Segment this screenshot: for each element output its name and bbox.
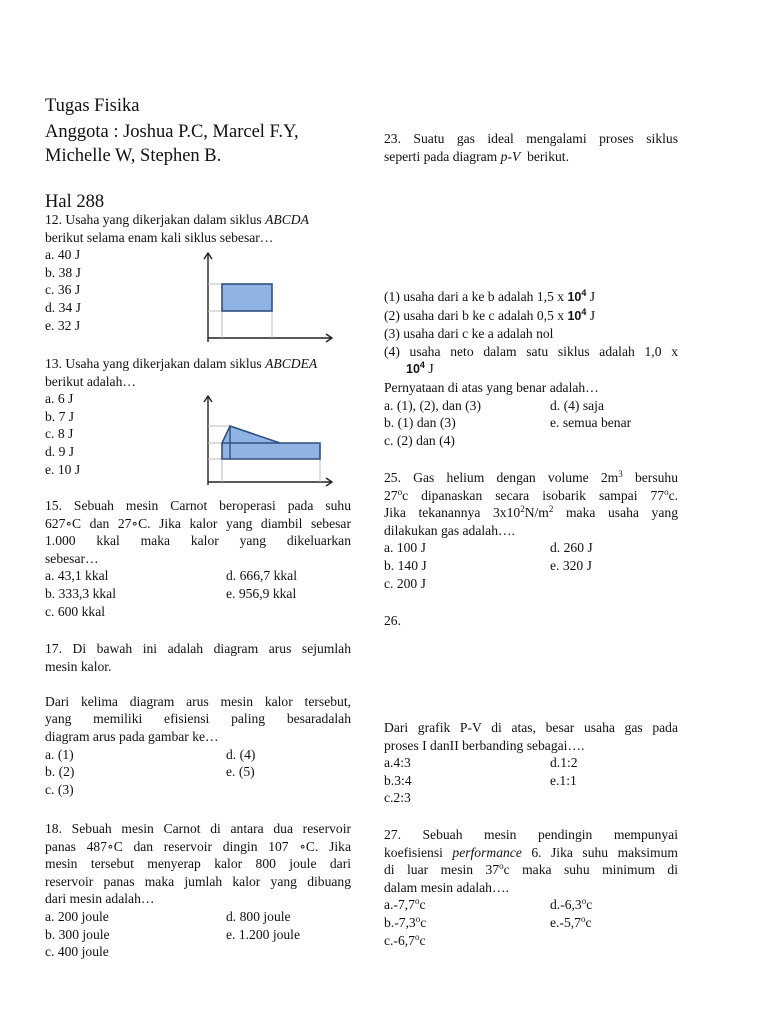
- q23-statement-2: (2) usaha dari b ke c adalah 0,5 x: [384, 307, 565, 323]
- q17-option-b: b. (2): [45, 764, 75, 780]
- q27-option-d: d.-6,3$^o$c: [550, 896, 593, 913]
- q13-option-e: e. 10 J: [45, 461, 81, 477]
- question-17: [45, 640, 351, 798]
- q23-text-2: seperti pada diagram: [384, 148, 498, 164]
- q17-option-a: a. (1): [45, 746, 74, 762]
- q13-cycle: ABCDEA: [265, 356, 318, 371]
- q13-option-a: a. 6 J: [45, 391, 74, 407]
- q12-option-e: e. 32 J: [45, 317, 81, 333]
- q12-cycle: ABCDA: [265, 212, 309, 227]
- q15-text-4: sebesar…: [45, 550, 99, 566]
- q17-text-1: 17. Di bawah ini adalah diagram arus sejumlah: [45, 641, 351, 656]
- q17-option-c: c. (3): [45, 781, 74, 797]
- q13-option-c: c. 8 J: [45, 426, 74, 442]
- q27-text-2: koefisiensi performance 6. Jika suhu maksimum: [384, 844, 678, 860]
- q25-text-4: dilakukan gas adalah….: [384, 522, 515, 538]
- q18-text-3: mesin tersebut menyerap kalor 800 joule dari: [45, 856, 351, 872]
- q23-option-c: c. (2) dan (4): [384, 432, 455, 448]
- q23-pv-label: p-V: [500, 148, 521, 164]
- q12-pv-diagram: [200, 250, 340, 344]
- q15-option-b: b. 333,3 kkal: [45, 585, 116, 601]
- q12-text: 12. Usaha yang dikerjakan dalam siklus: [45, 212, 262, 227]
- q25-option-b: b. 140 J: [384, 557, 427, 573]
- q26-text-2: proses I danII berbanding sebagai….: [384, 737, 585, 753]
- q25-text-2: 27$^o$c dipanaskan secara isobarik sampai 77$^o$c.: [384, 486, 678, 503]
- q27-option-e: e.-5,7$^o$c: [550, 913, 592, 930]
- q12-option-c: c. 36 J: [45, 282, 81, 298]
- q27-text-1: 27. Sebuah mesin pendingin mempunyai: [384, 827, 678, 842]
- q23-statements: [384, 288, 678, 449]
- q25-option-e: e. 320 J: [550, 557, 592, 573]
- q23-power: $10^4$: [567, 288, 587, 304]
- q23-power: $10^4$: [567, 306, 587, 323]
- q26-option-a: a.4:3: [384, 755, 411, 771]
- q15-text-1: 15. Sebuah mesin Carnot beroperasi pada suhu: [45, 498, 351, 513]
- q18-text-4: reservoir panas maka jumlah kalor yang dibuang: [45, 873, 351, 889]
- q15-option-e: e. 956,9 kkal: [226, 585, 297, 601]
- q15-text-2: 627∘C dan 27∘C. Jika kalor yang diambil sebesar: [45, 515, 351, 531]
- question-23: [384, 130, 678, 165]
- q12-text-2: berikut selama enam kali siklus sebesar…: [45, 229, 274, 245]
- members-line-2: Michelle W, Stephen B.: [45, 146, 222, 166]
- question-18: [45, 820, 351, 961]
- q25-option-c: c. 200 J: [384, 575, 426, 591]
- q17-option-d: d. (4): [226, 746, 256, 762]
- q25-option-a: a. 100 J: [384, 540, 426, 556]
- q23-option-d: d. (4) saja: [550, 397, 604, 413]
- q15-option-a: a. 43,1 kkal: [45, 568, 109, 584]
- q17-text-4: yang memiliki efisiensi paling besaradalah: [45, 711, 351, 727]
- question-25: [384, 469, 678, 592]
- q26-option-e: e.1:1: [550, 772, 577, 788]
- q27-text-3: di luar mesin 37$^o$c maka suhu minimum di: [384, 861, 678, 878]
- q18-text-5: dari mesin adalah…: [45, 891, 155, 907]
- q13-option-b: b. 7 J: [45, 408, 75, 424]
- q18-option-a: a. 200 joule: [45, 908, 109, 924]
- q23-option-b: b. (1) dan (3): [384, 415, 456, 431]
- q26-option-c: c.2:3: [384, 790, 411, 806]
- q23-option-a: a. (1), (2), dan (3): [384, 397, 482, 413]
- q26-option-b: b.3:4: [384, 772, 412, 788]
- q25-text-3: Jika tekanannya $3x10^2N/m^2$ maka usaha yang: [384, 504, 678, 521]
- q23-question: Pernyataan di atas yang benar adalah…: [384, 379, 599, 395]
- q23-power: $10^4$: [406, 360, 425, 377]
- q18-text-1: 18. Sebuah mesin Carnot di antara dua reservoir: [45, 821, 351, 836]
- q17-text-5: diagram arus pada gambar ke…: [45, 728, 219, 744]
- q26-option-d: d.1:2: [550, 755, 578, 771]
- members-line-1: Anggota : Joshua P.C, Marcel F.Y,: [45, 122, 299, 142]
- q23-unit-2: J: [589, 307, 596, 323]
- q13-option-d: d. 9 J: [45, 443, 75, 459]
- q25-option-d: d. 260 J: [550, 540, 593, 556]
- q23-text-1: 23. Suatu gas ideal mengalami proses siklus: [384, 131, 678, 146]
- question-27: [384, 826, 678, 949]
- q12-option-a: a. 40 J: [45, 247, 81, 263]
- q27-option-a: a.-7,7$^o$c: [384, 896, 426, 913]
- question-26: [384, 719, 678, 807]
- q23-option-e: e. semua benar: [550, 415, 632, 431]
- q17-text-2: mesin kalor.: [45, 658, 112, 674]
- q18-option-d: d. 800 joule: [226, 908, 291, 924]
- page-ref: Hal 288: [45, 192, 105, 212]
- q13-text: 13. Usaha yang dikerjakan dalam siklus: [45, 356, 262, 371]
- q27-text-4: dalam mesin adalah….: [384, 879, 509, 895]
- q13-pv-diagram: [200, 393, 340, 487]
- q12-option-d: d. 34 J: [45, 299, 81, 315]
- q18-option-e: e. 1.200 joule: [226, 926, 300, 942]
- q27-option-c: c.-6,7$^o$c: [384, 931, 426, 948]
- q18-text-2: panas 487∘C dan reservoir dingin 107 ∘C. Jika: [45, 838, 351, 854]
- q17-text-3: Dari kelima diagram arus mesin kalor tersebut,: [45, 693, 351, 709]
- q26-text-1: Dari grafik P-V di atas, besar usaha gas pada: [384, 720, 678, 735]
- q15-text-3: 1.000 kkal maka kalor yang dikeluarkan: [45, 533, 351, 549]
- q27-option-b: b.-7,3$^o$c: [384, 913, 427, 930]
- q17-option-e: e. (5): [226, 764, 255, 780]
- q23-unit-4: J: [428, 361, 434, 377]
- q23-text-2-end: berikut.: [527, 148, 569, 164]
- q26-number: 26.: [384, 613, 401, 628]
- doc-title: Tugas Fisika: [45, 96, 140, 116]
- q12-cycle-rect: [222, 284, 272, 311]
- q18-option-c: c. 400 joule: [45, 944, 109, 960]
- q15-option-d: d. 666,7 kkal: [226, 568, 297, 584]
- q23-unit-1: J: [589, 289, 596, 304]
- q25-text-1: 25. Gas helium dengan volume $2m^3$ bersuhu: [384, 469, 679, 485]
- q23-statement-3: (3) usaha dari c ke a adalah nol: [384, 326, 554, 342]
- q23-statement-1: (1) usaha dari a ke b adalah 1,5 x: [384, 289, 565, 304]
- q15-option-c: c. 600 kkal: [45, 603, 106, 619]
- q23-statement-4: (4) usaha neto dalam satu siklus adalah 1,0 x: [384, 343, 678, 359]
- q12-option-b: b. 38 J: [45, 264, 81, 280]
- question-15: [45, 497, 351, 620]
- q18-option-b: b. 300 joule: [45, 926, 110, 942]
- q13-text-2: berikut adalah…: [45, 373, 136, 389]
